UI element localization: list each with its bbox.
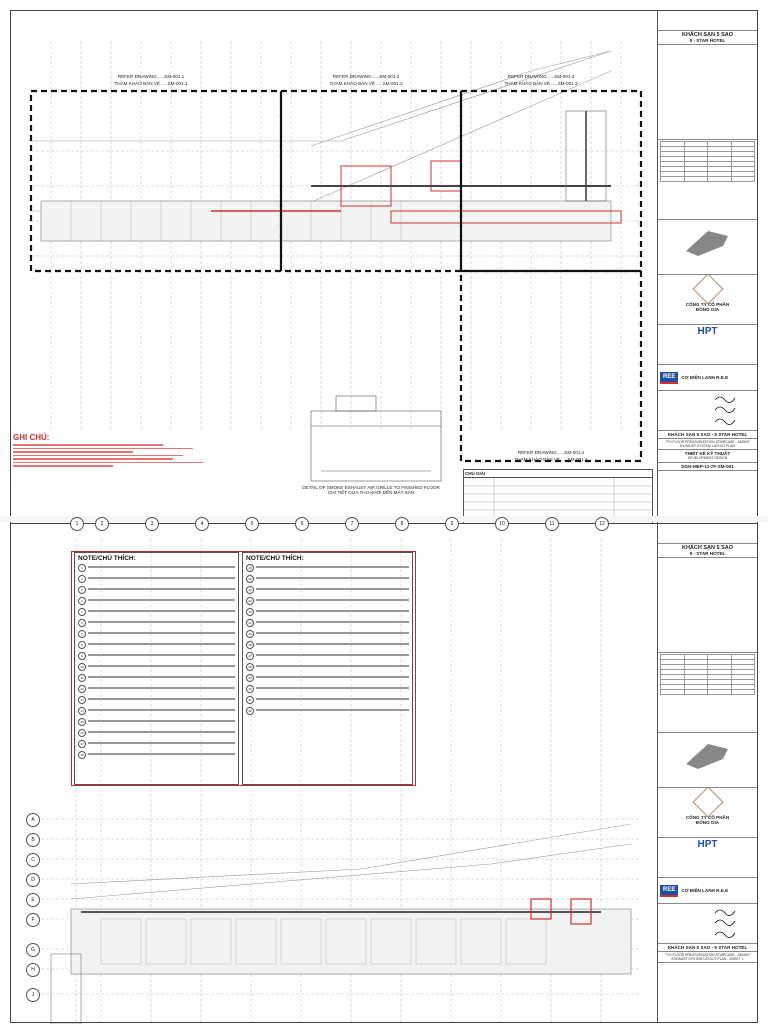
grid-bubble: 7: [345, 517, 359, 531]
signatures-2: [658, 904, 757, 944]
owner-logo: [692, 788, 723, 818]
drawing-title: 7TH FLOOR PRESSURIZATION STAIRCASE - SMOKE EXHAUST SYSTEM LAYOUT PLAN: [658, 439, 757, 450]
grid-bubble: J: [26, 988, 40, 1002]
grid-bubble: 1: [70, 517, 84, 531]
refer-drawing-1: REFER DRAWING .....SM-001.1 THAM KHẢO BẢN VẼ .....SM-001.1: [114, 74, 188, 86]
refer-drawing-4: REFER DRAWING .....SM-001.4 THAM KHẢO BẢN VẼ .....SM-001.4: [514, 450, 588, 462]
floor-plan-area-2: [11, 521, 659, 1022]
legend-table: CHÚ GIẢI: [463, 469, 653, 531]
footer-title-2: KHÁCH SẠN 5 SAO - 5 STAR HOTEL: [658, 944, 757, 952]
consultant-list-2: [658, 558, 757, 653]
ree-logo: REE: [660, 372, 678, 384]
key-plan-mini-2: [658, 733, 757, 788]
grid-bubble: 8: [395, 517, 409, 531]
notes-title-right: NOTE/CHÚ THÍCH:: [246, 555, 304, 562]
notes-title-left: NOTE/CHÚ THÍCH:: [78, 555, 136, 562]
grid-bubble: 10: [495, 517, 509, 531]
key-plan-mini: [658, 220, 757, 275]
grid-bubble: 9: [445, 517, 459, 531]
grid-bubble: A: [26, 813, 40, 827]
revision-table: [658, 140, 757, 220]
refer-drawing-3: REFER DRAWING .....SM-001.3 THAM KHẢO BẢN VẼ .....SM-001.3: [504, 74, 578, 86]
drawing-sheet-2: [10, 523, 758, 1023]
title-block-disclaimer: [658, 11, 757, 31]
grid-bubble: B: [26, 833, 40, 847]
grid-bubble: 3: [145, 517, 159, 531]
title-block-1: [657, 11, 757, 531]
notes-column-right: NOTE/CHÚ THÍCH: 19 20 21 22 23 24 25 26 27 28 29 30 31 32: [242, 552, 413, 785]
refer-drawing-2: REFER DRAWING .....SM-001.2 THAM KHẢO BẢN VẼ .....SM-001.2: [329, 74, 403, 86]
notes-panel: [71, 551, 416, 786]
general-notes-title: GHI CHÚ:: [13, 433, 50, 442]
grid-bubble: 4: [195, 517, 209, 531]
grid-bubble: 5: [245, 517, 259, 531]
ree-logo: REE: [660, 885, 678, 897]
key-plan-icon: [678, 221, 738, 261]
consultant-list: [658, 45, 757, 140]
drawing-sheet-1: [10, 10, 758, 532]
stage: THIẾT KẾ KỸ THUẬT DEVELOPMENT DESIGN: [658, 450, 757, 462]
owner-block-2: CÔNG TY CỔ PHẦN ĐỒNG GIA: [658, 788, 757, 838]
signatures: [658, 391, 757, 431]
detail-title: DETAIL OF SMOKE EXHAUST AIR GRILLE TO FINISHED FLOOR CHI TIẾT CỬA THU KHÓI ĐẾN MẶT SÀN: [302, 485, 440, 495]
title-block-disclaimer-2: [658, 524, 757, 544]
grid-bubble: C: [26, 853, 40, 867]
page-separator: [0, 516, 768, 522]
owner-logo: [692, 275, 723, 305]
notes-column-left: NOTE/CHÚ THÍCH: 1 2 3 4 5 6 7 8 9 10 11 12 13 14 15 16 17 18: [74, 552, 239, 785]
grid-bubble: H: [26, 963, 40, 977]
grid-bubble: 2: [95, 517, 109, 531]
grid-bubble: G: [26, 943, 40, 957]
key-plan-icon: [678, 734, 738, 774]
revision-table-2: [658, 653, 757, 733]
grid-bubble: F: [26, 913, 40, 927]
grid-bubble: 12: [595, 517, 609, 531]
owner-block: CÔNG TY CỔ PHẦN ĐỒNG GIA: [658, 275, 757, 325]
grid-bubble: E: [26, 893, 40, 907]
contractor-hpt: HPT: [658, 325, 757, 365]
general-notes: [13, 433, 213, 469]
contractor-ree: REE CƠ ĐIỆN LẠNH R.E.E: [658, 365, 757, 391]
grid-bubble: 11: [545, 517, 559, 531]
contractor-ree-2: REE CƠ ĐIỆN LẠNH R.E.E: [658, 878, 757, 904]
drawing-number: DGH-MEP-11-7F-SM-001: [658, 463, 757, 471]
project-name-2: KHÁCH SẠN 5 SAO 5 - STAR HOTEL: [658, 544, 757, 558]
grid-bubble: D: [26, 873, 40, 887]
project-name: KHÁCH SẠN 5 SAO 5 - STAR HOTEL: [658, 31, 757, 45]
floor-plan-area: [11, 11, 659, 531]
contractor-hpt-2: HPT: [658, 838, 757, 878]
footer-title: KHÁCH SẠN 5 SAO - 5 STAR HOTEL: [658, 431, 757, 439]
title-block-2: [657, 524, 757, 1022]
drawing-title-2: 7TH FLOOR PRESSURIZATION STAIRCASE - SMOKE EXHAUST SYSTEM LAYOUT PLAN - SHEET 1: [658, 952, 757, 963]
grid-bubble: 6: [295, 517, 309, 531]
